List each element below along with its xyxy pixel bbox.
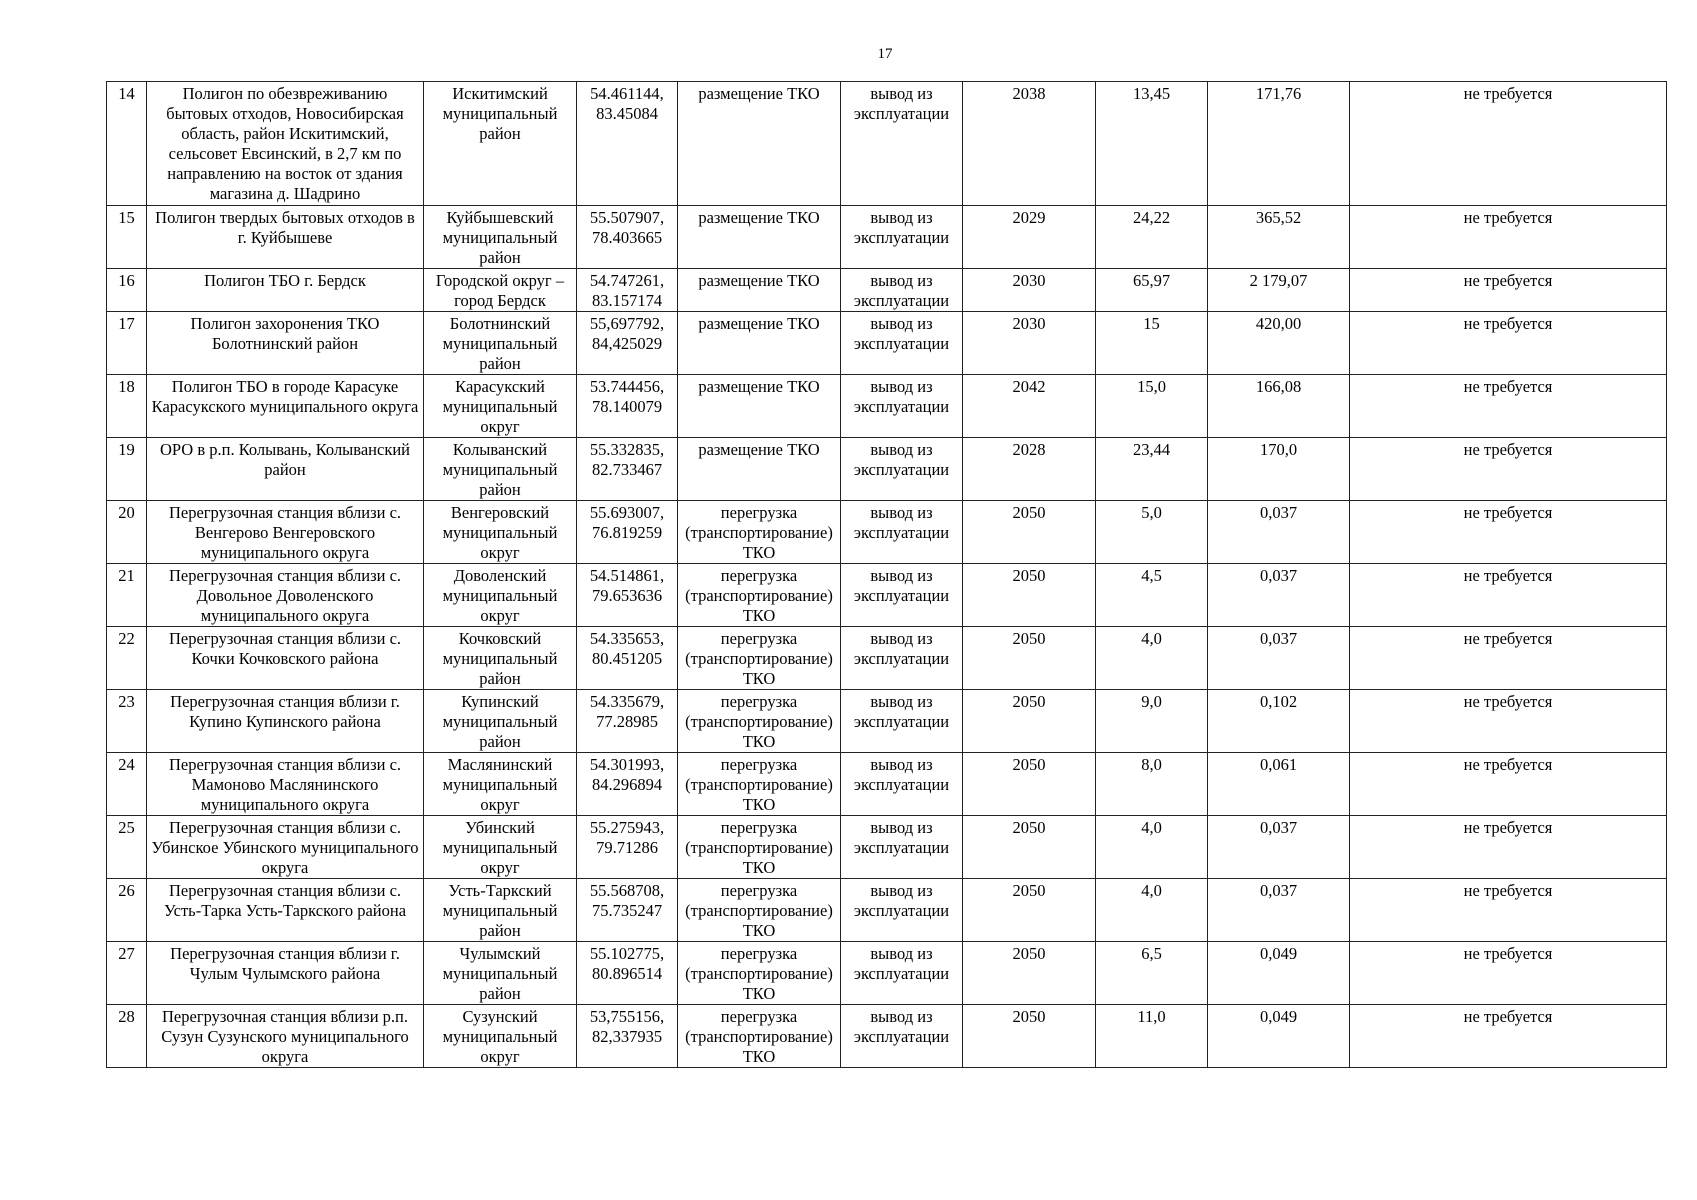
row-number-cell: 16	[107, 269, 147, 312]
facility-name-cell: ОРО в р.п. Колывань, Колыванский район	[147, 438, 424, 501]
purpose-cell: размещение ТКО	[678, 206, 841, 269]
status-cell: вывод из эксплуатации	[841, 82, 963, 206]
row-number-cell: 19	[107, 438, 147, 501]
year-cell: 2050	[963, 564, 1096, 627]
note-cell: не требуется	[1350, 438, 1667, 501]
row-number-cell: 21	[107, 564, 147, 627]
row-number-cell: 18	[107, 375, 147, 438]
status-cell: вывод из эксплуатации	[841, 690, 963, 753]
area-cell: 23,44	[1096, 438, 1208, 501]
note-cell: не требуется	[1350, 879, 1667, 942]
status-cell: вывод из эксплуатации	[841, 753, 963, 816]
purpose-cell: перегрузка (транспортирование) ТКО	[678, 816, 841, 879]
district-cell: Венгеровский муниципальный округ	[424, 501, 577, 564]
row-number-cell: 24	[107, 753, 147, 816]
row-number-cell: 23	[107, 690, 147, 753]
area-cell: 15,0	[1096, 375, 1208, 438]
coordinates-cell: 55,697792, 84,425029	[577, 312, 678, 375]
facility-name-cell: Полигон твердых бытовых отходов в г. Куйбышеве	[147, 206, 424, 269]
table-row	[107, 816, 1667, 879]
purpose-cell: размещение ТКО	[678, 269, 841, 312]
status-cell: вывод из эксплуатации	[841, 206, 963, 269]
coordinates-cell: 54.301993, 84.296894	[577, 753, 678, 816]
row-number-cell: 17	[107, 312, 147, 375]
status-cell: вывод из эксплуатации	[841, 501, 963, 564]
facility-name-cell: Перегрузочная станция вблизи р.п. Сузун Сузунского муниципального округа	[147, 1005, 424, 1068]
facility-name-cell: Перегрузочная станция вблизи с. Довольное Доволенского муниципального округа	[147, 564, 424, 627]
capacity-cell: 0,102	[1208, 690, 1350, 753]
coordinates-cell: 54.335653, 80.451205	[577, 627, 678, 690]
purpose-cell: размещение ТКО	[678, 438, 841, 501]
coordinates-cell: 54.747261, 83.157174	[577, 269, 678, 312]
status-cell: вывод из эксплуатации	[841, 1005, 963, 1068]
year-cell: 2050	[963, 816, 1096, 879]
year-cell: 2030	[963, 269, 1096, 312]
area-cell: 9,0	[1096, 690, 1208, 753]
area-cell: 6,5	[1096, 942, 1208, 1005]
capacity-cell: 0,037	[1208, 879, 1350, 942]
area-cell: 8,0	[1096, 753, 1208, 816]
coordinates-cell: 55.507907, 78.403665	[577, 206, 678, 269]
district-cell: Куйбышевский муниципальный район	[424, 206, 577, 269]
status-cell: вывод из эксплуатации	[841, 564, 963, 627]
district-cell: Карасукский муниципальный округ	[424, 375, 577, 438]
year-cell: 2038	[963, 82, 1096, 206]
area-cell: 4,0	[1096, 816, 1208, 879]
table-row	[107, 206, 1667, 269]
coordinates-cell: 55.332835, 82.733467	[577, 438, 678, 501]
coordinates-cell: 55.102775, 80.896514	[577, 942, 678, 1005]
facility-name-cell: Полигон по обезвреживанию бытовых отходов, Новосибирская область, район Искитимский, сельсовет Евсинский, в 2,7 км по направлению на восток от здания магазина д. Шадрино	[147, 82, 424, 206]
status-cell: вывод из эксплуатации	[841, 312, 963, 375]
status-cell: вывод из эксплуатации	[841, 627, 963, 690]
facility-name-cell: Перегрузочная станция вблизи с. Убинское Убинского муниципального округа	[147, 816, 424, 879]
area-cell: 65,97	[1096, 269, 1208, 312]
coordinates-cell: 54.461144, 83.45084	[577, 82, 678, 206]
note-cell: не требуется	[1350, 269, 1667, 312]
note-cell: не требуется	[1350, 1005, 1667, 1068]
facility-name-cell: Перегрузочная станция вблизи с. Мамоново Маслянинского муниципального округа	[147, 753, 424, 816]
note-cell: не требуется	[1350, 206, 1667, 269]
purpose-cell: перегрузка (транспортирование) ТКО	[678, 627, 841, 690]
table-row	[107, 375, 1667, 438]
table-row	[107, 879, 1667, 942]
area-cell: 5,0	[1096, 501, 1208, 564]
facility-name-cell: Полигон ТБО г. Бердск	[147, 269, 424, 312]
area-cell: 4,5	[1096, 564, 1208, 627]
area-cell: 4,0	[1096, 879, 1208, 942]
district-cell: Колыванский муниципальный район	[424, 438, 577, 501]
note-cell: не требуется	[1350, 82, 1667, 206]
capacity-cell: 2 179,07	[1208, 269, 1350, 312]
year-cell: 2050	[963, 501, 1096, 564]
capacity-cell: 0,037	[1208, 564, 1350, 627]
district-cell: Чулымский муниципальный район	[424, 942, 577, 1005]
coordinates-cell: 53,755156, 82,337935	[577, 1005, 678, 1068]
facility-name-cell: Перегрузочная станция вблизи г. Чулым Чулымского района	[147, 942, 424, 1005]
facility-name-cell: Перегрузочная станция вблизи с. Усть-Тарка Усть-Таркского района	[147, 879, 424, 942]
area-cell: 4,0	[1096, 627, 1208, 690]
capacity-cell: 365,52	[1208, 206, 1350, 269]
coordinates-cell: 54.335679, 77.28985	[577, 690, 678, 753]
purpose-cell: размещение ТКО	[678, 82, 841, 206]
year-cell: 2050	[963, 942, 1096, 1005]
capacity-cell: 0,061	[1208, 753, 1350, 816]
note-cell: не требуется	[1350, 375, 1667, 438]
capacity-cell: 420,00	[1208, 312, 1350, 375]
purpose-cell: перегрузка (транспортирование) ТКО	[678, 690, 841, 753]
row-number-cell: 26	[107, 879, 147, 942]
capacity-cell: 0,049	[1208, 1005, 1350, 1068]
purpose-cell: перегрузка (транспортирование) ТКО	[678, 564, 841, 627]
capacity-cell: 166,08	[1208, 375, 1350, 438]
facilities-table	[106, 81, 1667, 1068]
year-cell: 2042	[963, 375, 1096, 438]
purpose-cell: размещение ТКО	[678, 312, 841, 375]
page-number: 17	[877, 46, 893, 62]
note-cell: не требуется	[1350, 690, 1667, 753]
district-cell: Маслянинский муниципальный округ	[424, 753, 577, 816]
row-number-cell: 22	[107, 627, 147, 690]
district-cell: Искитимский муниципальный район	[424, 82, 577, 206]
capacity-cell: 0,037	[1208, 501, 1350, 564]
purpose-cell: размещение ТКО	[678, 375, 841, 438]
table-row	[107, 942, 1667, 1005]
year-cell: 2050	[963, 627, 1096, 690]
status-cell: вывод из эксплуатации	[841, 438, 963, 501]
facility-name-cell: Перегрузочная станция вблизи с. Венгерово Венгеровского муниципального округа	[147, 501, 424, 564]
purpose-cell: перегрузка (транспортирование) ТКО	[678, 879, 841, 942]
capacity-cell: 170,0	[1208, 438, 1350, 501]
year-cell: 2050	[963, 753, 1096, 816]
note-cell: не требуется	[1350, 816, 1667, 879]
purpose-cell: перегрузка (транспортирование) ТКО	[678, 1005, 841, 1068]
coordinates-cell: 55.568708, 75.735247	[577, 879, 678, 942]
year-cell: 2050	[963, 1005, 1096, 1068]
coordinates-cell: 55.693007, 76.819259	[577, 501, 678, 564]
capacity-cell: 0,049	[1208, 942, 1350, 1005]
district-cell: Убинский муниципальный округ	[424, 816, 577, 879]
note-cell: не требуется	[1350, 942, 1667, 1005]
district-cell: Усть-Таркский муниципальный район	[424, 879, 577, 942]
row-number-cell: 25	[107, 816, 147, 879]
status-cell: вывод из эксплуатации	[841, 879, 963, 942]
district-cell: Болотнинский муниципальный район	[424, 312, 577, 375]
row-number-cell: 27	[107, 942, 147, 1005]
purpose-cell: перегрузка (транспортирование) ТКО	[678, 942, 841, 1005]
facility-name-cell: Полигон ТБО в городе Карасуке Карасукского муниципального округа	[147, 375, 424, 438]
table-row	[107, 82, 1667, 206]
facility-name-cell: Перегрузочная станция вблизи г. Купино Купинского района	[147, 690, 424, 753]
note-cell: не требуется	[1350, 501, 1667, 564]
purpose-cell: перегрузка (транспортирование) ТКО	[678, 753, 841, 816]
row-number-cell: 28	[107, 1005, 147, 1068]
district-cell: Городской округ – город Бердск	[424, 269, 577, 312]
year-cell: 2030	[963, 312, 1096, 375]
row-number-cell: 15	[107, 206, 147, 269]
capacity-cell: 0,037	[1208, 816, 1350, 879]
district-cell: Кочковский муниципальный район	[424, 627, 577, 690]
table-row	[107, 269, 1667, 312]
row-number-cell: 20	[107, 501, 147, 564]
status-cell: вывод из эксплуатации	[841, 816, 963, 879]
note-cell: не требуется	[1350, 564, 1667, 627]
coordinates-cell: 53.744456, 78.140079	[577, 375, 678, 438]
purpose-cell: перегрузка (транспортирование) ТКО	[678, 501, 841, 564]
year-cell: 2050	[963, 690, 1096, 753]
district-cell: Доволенский муниципальный округ	[424, 564, 577, 627]
coordinates-cell: 55.275943, 79.71286	[577, 816, 678, 879]
district-cell: Сузунский муниципальный округ	[424, 1005, 577, 1068]
table-row	[107, 627, 1667, 690]
status-cell: вывод из эксплуатации	[841, 942, 963, 1005]
capacity-cell: 0,037	[1208, 627, 1350, 690]
table-body	[107, 82, 1667, 1068]
area-cell: 13,45	[1096, 82, 1208, 206]
facility-name-cell: Полигон захоронения ТКО Болотнинский район	[147, 312, 424, 375]
table-row	[107, 564, 1667, 627]
area-cell: 24,22	[1096, 206, 1208, 269]
table-row	[107, 753, 1667, 816]
coordinates-cell: 54.514861, 79.653636	[577, 564, 678, 627]
capacity-cell: 171,76	[1208, 82, 1350, 206]
area-cell: 11,0	[1096, 1005, 1208, 1068]
table-row	[107, 501, 1667, 564]
table-row	[107, 1005, 1667, 1068]
facility-name-cell: Перегрузочная станция вблизи с. Кочки Кочковского района	[147, 627, 424, 690]
table-row	[107, 690, 1667, 753]
table-row	[107, 438, 1667, 501]
year-cell: 2050	[963, 879, 1096, 942]
table-row	[107, 312, 1667, 375]
note-cell: не требуется	[1350, 753, 1667, 816]
year-cell: 2029	[963, 206, 1096, 269]
note-cell: не требуется	[1350, 312, 1667, 375]
note-cell: не требуется	[1350, 627, 1667, 690]
area-cell: 15	[1096, 312, 1208, 375]
year-cell: 2028	[963, 438, 1096, 501]
district-cell: Купинский муниципальный район	[424, 690, 577, 753]
status-cell: вывод из эксплуатации	[841, 375, 963, 438]
status-cell: вывод из эксплуатации	[841, 269, 963, 312]
row-number-cell: 14	[107, 82, 147, 206]
